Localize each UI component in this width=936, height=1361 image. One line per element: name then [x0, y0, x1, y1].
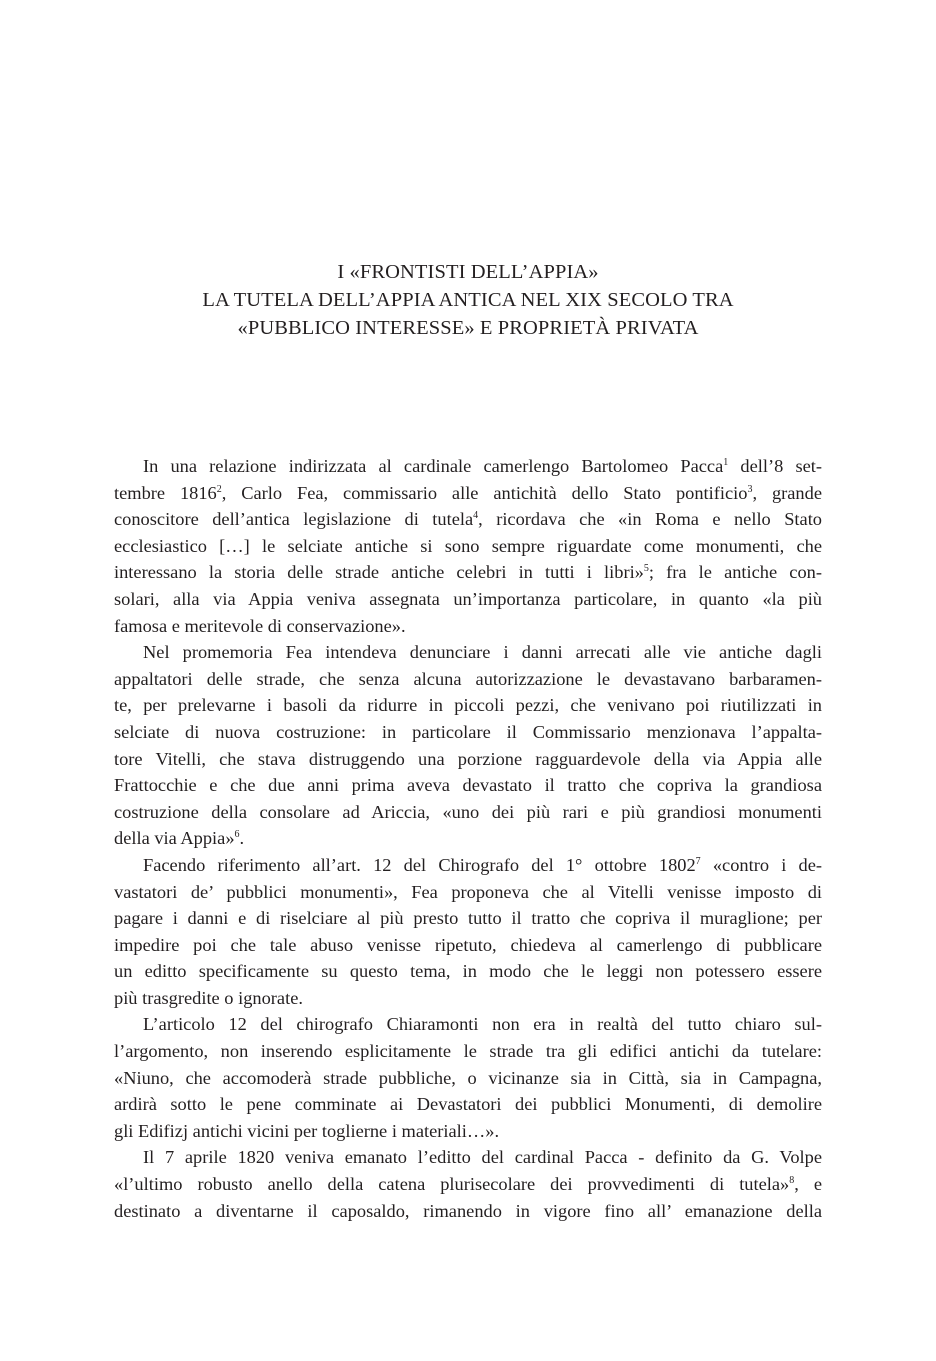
text-line: tembre 1816$^2$, Carlo Fea, commissario alle antichità dello Stato pontificio$^3$, grande: [114, 482, 822, 503]
text-line: ecclesiastico […] le selciate antiche si sono sempre riguardate come monumenti, che: [114, 535, 822, 556]
text-line: Frattocchie e che due anni prima aveva devastato il tratto che copriva la grandiosa: [114, 775, 822, 796]
text-line: interessano la storia delle strade antiche celebri in tutti i libri»$^5$; fra le antiche con-: [114, 562, 822, 583]
text-line: tore Vitelli, che stava distruggendo una porzione ragguardevole della via Appia alle: [114, 748, 822, 769]
paragraph: [114, 639, 822, 852]
text-line: più trasgredite o ignorate.: [114, 987, 303, 1008]
text-line: L’articolo 12 del chirografo Chiaramonti non era in realtà del tutto chiaro sul-: [143, 1014, 822, 1035]
title-line-2: LA TUTELA DELL’APPIA ANTICA NEL XIX SECOLO TRA: [202, 289, 734, 311]
body-text: [114, 453, 822, 1224]
footnote-marker: 2: [216, 483, 222, 495]
text-line: un editto specificamente su questo tema, in modo che le leggi non potessero essere: [114, 961, 822, 982]
text-line: conoscitore dell’antica legislazione di tutela$^4$, ricordava che «in Roma e nello Stato: [114, 509, 823, 530]
text-line: appaltatori delle strade, che senza alcuna autorizzazione le devastavano barbaramen-: [114, 668, 822, 689]
text-line: famosa e meritevole di conservazione».: [114, 615, 406, 636]
text-line: vastatori de’ pubblici monumenti», Fea proponeva che al Vitelli venisse imposto di: [114, 881, 822, 902]
text-line: In una relazione indirizzata al cardinale camerlengo Bartolomeo Pacca$^1$ dell’8 set-: [143, 456, 822, 476]
paragraph: [114, 852, 822, 1012]
text-line: l’argomento, non inserendo esplicitamente le strade tra gli edifici antichi da tutelare:: [114, 1041, 822, 1062]
text-line: destinato a diventarne il caposaldo, rimanendo in vigore fino all’ emanazione della: [114, 1200, 822, 1221]
paragraph: [114, 1011, 822, 1144]
footnote-marker: 5: [643, 563, 649, 575]
paragraph: [114, 1144, 822, 1224]
footnote-marker: 3: [747, 483, 753, 495]
text-line: gli Edifizj antichi vicini per toglierne i materiali…».: [114, 1120, 500, 1141]
chapter-title: [114, 258, 822, 342]
text-line: Nel promemoria Fea intendeva denunciare i danni arrecati alle vie antiche dagli: [143, 642, 822, 663]
paragraph: [114, 453, 822, 639]
text-line: «Niuno, che accomoderà strade pubbliche, o vicinanze sia in Città, sia in Campagna,: [114, 1067, 822, 1088]
footnote-marker: 8: [789, 1175, 795, 1187]
text-line: selciate di nuova costruzione: in particolare il Commissario menzionava l’appalta-: [114, 721, 822, 742]
text-line: costruzione della consolare ad Ariccia, «uno dei più rari e più grandiosi monumenti: [114, 801, 822, 822]
footnote-marker: 6: [234, 829, 240, 841]
title-line-1: I «FRONTISTI DELL’APPIA»: [337, 261, 599, 283]
text-line: pagare i danni e di riselciare al più presto tutto il tratto che copriva il muraglione; per: [114, 908, 822, 929]
text-line: te, per prelevarne i basoli da ridurre in piccoli pezzi, che venivano poi riutilizzati in: [114, 695, 822, 716]
title-line-3: «PUBBLICO INTERESSE» E PROPRIETÀ PRIVATA: [237, 317, 699, 339]
text-line: della via Appia»$^6$.: [114, 828, 245, 849]
text-line: impedire poi che tale abuso venisse ripetuto, chiedeva al camerlengo di pubblicare: [114, 934, 822, 955]
footnote-marker: 7: [695, 855, 701, 867]
text-line: Il 7 aprile 1820 veniva emanato l’editto del cardinal Pacca - definito da G. Volpe: [143, 1147, 822, 1168]
footnote-marker: 4: [473, 510, 479, 522]
text-line: ardirà sotto le pene comminate ai Devastatori dei pubblici Monumenti, di demolire: [114, 1094, 822, 1115]
footnote-marker: 1: [723, 457, 729, 468]
text-line: «l’ultimo robusto anello della catena plurisecolare dei provvedimenti di tutela»$^8$, e: [114, 1174, 822, 1195]
text-line: Facendo riferimento all’art. 12 del Chirografo del 1° ottobre 1802$^7$ «contro i de-: [143, 854, 823, 875]
text-line: solari, alla via Appia veniva assegnata un’importanza particolare, in quanto «la più: [114, 588, 822, 609]
